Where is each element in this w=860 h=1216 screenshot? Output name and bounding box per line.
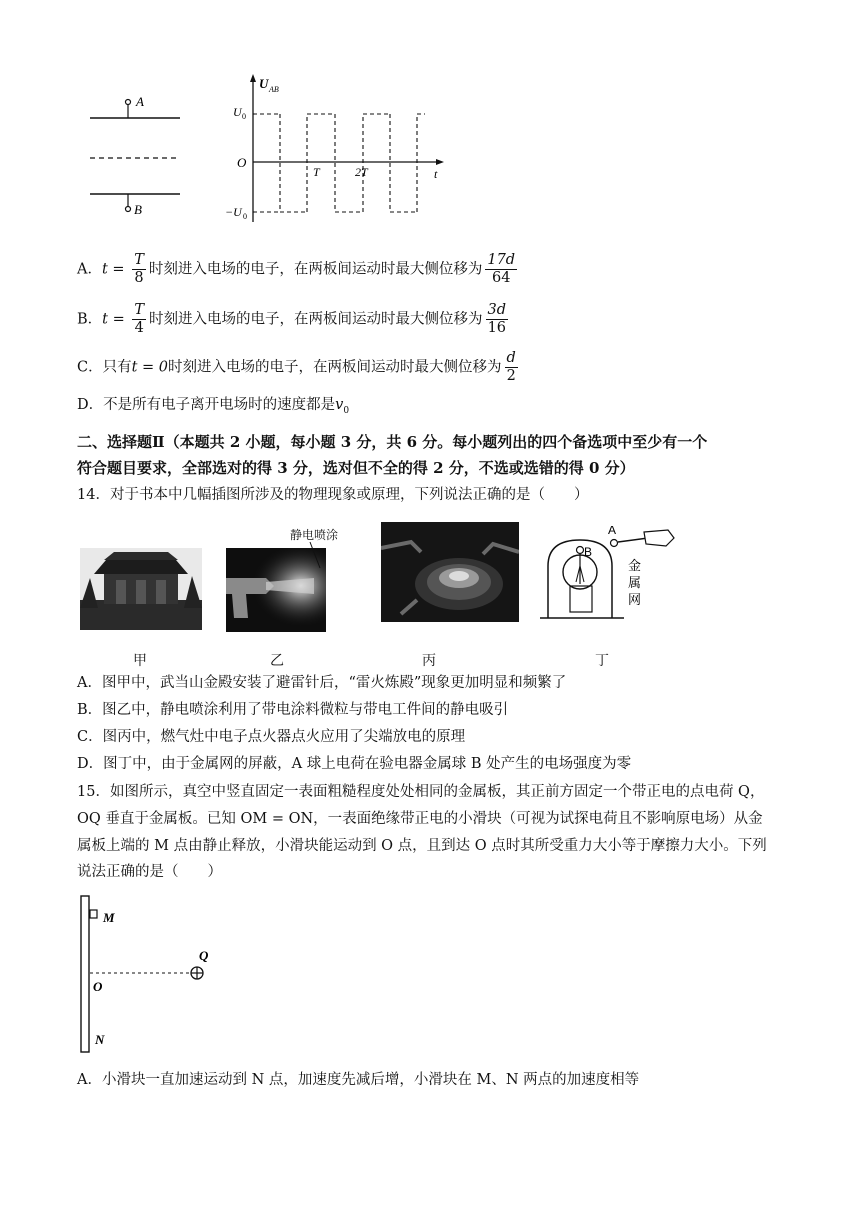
metal-plate-diagram — [75, 892, 225, 1054]
q13-option-c[interactable]: C．只有t = 0时刻进入电场的电子，在两板间运动时最大侧位移为 $\frac{d}{2}$ — [77, 350, 516, 384]
electroscope-diagram — [540, 526, 680, 622]
point-m-label: M — [103, 910, 115, 925]
plate-b-label: B — [134, 202, 142, 217]
y-axis-label: U — [259, 76, 269, 91]
plate-a-label: A — [136, 94, 144, 109]
q14-stem: 14．对于书本中几幅插图所涉及的物理现象或原理，下列说法正确的是（ ） — [77, 487, 589, 503]
neg-u0-subscript: 0 — [243, 212, 247, 221]
q15-stem-line-1: 15．如图所示，真空中竖直固定一表面粗糙程度处处相同的金属板，其正前方固定一个带正电的点电荷 Q， — [77, 784, 765, 800]
caption-jia: 甲 — [133, 653, 147, 669]
metal-net-label-1: 金 — [628, 559, 642, 574]
caption-yi: 乙 — [270, 653, 284, 669]
fraction: $\frac{3d}{16}$ — [487, 302, 507, 336]
caption-ding: 丁 — [595, 653, 609, 669]
neg-u0-label: −U — [225, 205, 242, 219]
section-2-header-line-2: 符合题目要求，全部选对的得 3 分，选对但不全的得 2 分，不选或选错的得 0 分） — [77, 459, 635, 477]
electroscope-label-b: B — [584, 545, 593, 559]
section-2-header-line-1: 二、选择题Ⅱ（本题共 2 小题，每小题 3 分，共 6 分。每小题列出的四个备选项中至少有一个 — [77, 433, 708, 451]
q14-option-a[interactable]: A．图甲中，武当山金殿安装了避雷针后，“雷火炼殿”现象更加明显和频繁了 — [77, 675, 567, 691]
photo-golden-temple — [80, 548, 202, 630]
photo-gas-stove — [381, 522, 519, 622]
voltage-waveform — [225, 72, 450, 232]
q15-stem-line-3: 属板上端的 M 点由静止释放，小滑块能运动到 O 点，且到达 O 点时其所受重力大小等于摩擦力大小。下列 — [77, 838, 767, 854]
q14-option-b[interactable]: B．图乙中，静电喷涂利用了带电涂料微粒与带电工件间的静电吸引 — [77, 702, 509, 718]
tick-t-label: T — [313, 165, 320, 179]
point-q-label: Q — [199, 948, 209, 963]
q15-stem-line-4: 说法正确的是（ ） — [77, 864, 222, 880]
spray-label-pointer — [306, 540, 326, 570]
q14-option-d[interactable]: D．图丁中，由于金属网的屏蔽，A 球上电荷在验电器金属球 B 处产生的电场强度为零 — [77, 756, 632, 772]
metal-net-label-2: 属 — [628, 576, 642, 591]
spray-label: 静电喷涂 — [290, 528, 339, 542]
q15-option-a[interactable]: A．小滑块一直加速运动到 N 点，加速度先减后增，小滑块在 M、N 两点的加速度相等 — [77, 1072, 640, 1088]
metal-net-label-3: 网 — [628, 593, 642, 608]
fraction: $\frac{17d}{64}$ — [487, 252, 516, 286]
point-o-label: O — [93, 979, 103, 994]
q13-option-a[interactable]: A．t = $\frac{T}{8}$ 时刻进入电场的电子，在两板间运动时最大侧位移为 $\frac{17d}{64}$ — [77, 252, 516, 286]
point-n-label: N — [95, 1032, 105, 1047]
q14-option-c[interactable]: C．图丙中，燃气灶中电子点火器点火应用了尖端放电的原理 — [77, 729, 466, 745]
y-axis-subscript: AB — [269, 85, 279, 94]
electroscope-label-a: A — [608, 526, 617, 537]
tick-2t-label: 2T — [355, 165, 368, 179]
q13-option-b[interactable]: B．t = $\frac{T}{4}$ 时刻进入电场的电子，在两板间运动时最大侧位移为 $\frac{3d}{16}$ — [77, 302, 507, 336]
q15-stem-line-2: OQ 垂直于金属板。已知 OM = ON，一表面绝缘带正电的小滑块（可视为试探电荷且不影响原电场）从金 — [77, 811, 763, 827]
fraction: $\frac{d}{2}$ — [506, 350, 516, 384]
caption-bing: 丙 — [422, 653, 436, 669]
fraction: $\frac{T}{4}$ — [134, 302, 145, 336]
u0-subscript: 0 — [242, 112, 246, 121]
t-axis-label: t — [434, 167, 438, 181]
fraction: $\frac{T}{8}$ — [134, 252, 144, 286]
u0-label: U — [233, 105, 242, 119]
plates-diagram — [80, 90, 190, 220]
q13-option-d[interactable]: D．不是所有电子离开电场时的速度都是$v_0$ — [77, 397, 350, 416]
origin-label: O — [237, 155, 247, 170]
